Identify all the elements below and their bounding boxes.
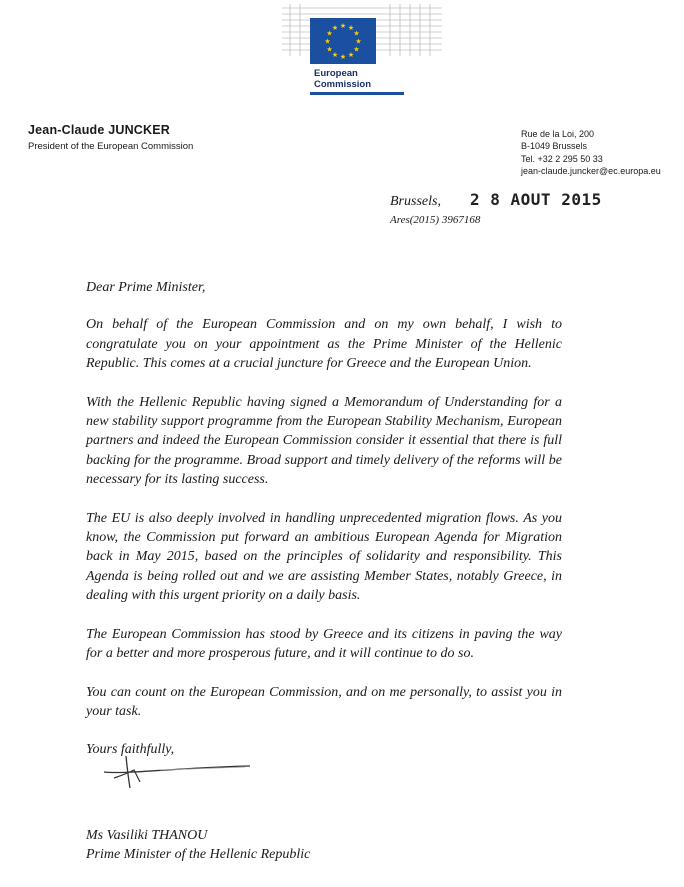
brand-line2: Commission — [314, 79, 372, 90]
sender-title: President of the European Commission — [28, 141, 194, 152]
svg-text:★: ★ — [339, 53, 347, 61]
paragraph-1: On behalf of the European Commission and on my own behalf, I wish to congratulate you on your appointment as the Prime Minister of the Hellenic Republic. This comes at a crucial juncture for Greece and the European Union. — [86, 317, 562, 372]
closing: Yours faithfully, — [86, 742, 175, 758]
svg-text:★: ★ — [331, 24, 339, 32]
brand-name — [314, 68, 371, 90]
paragraph-3: The EU is also deeply involved in handling unprecedented migration flows. As you know, the Commission put forward an ambitious European Agenda for Migration back in May 2015, based on the principles of solidarity and responsibility. This Agenda is being rolled out and we are assisting Member States, notably Greece, in dealing with this urgent priority on a daily basis. — [86, 510, 562, 604]
svg-text:★: ★ — [339, 22, 347, 30]
date-place: Brussels, — [390, 194, 441, 209]
paragraph-2: With the Hellenic Republic having signed a Memorandum of Understanding for a new stability support programme from the European Stability Mechanism, European partners and indeed the European Commission consider it essential that there is full backing for the programme. Broad support and timely delivery of the reforms will be necessary for its lasting success. — [86, 394, 562, 488]
address-phone: Tel. +32 2 295 50 33 — [521, 153, 603, 164]
address-city: B-1049 Brussels — [521, 141, 588, 152]
svg-text:★: ★ — [331, 51, 339, 59]
svg-text:★: ★ — [347, 24, 355, 32]
brand-line1: European — [314, 68, 358, 79]
svg-text:★: ★ — [355, 37, 362, 46]
handwritten-signature — [100, 748, 260, 798]
paragraph-4: The European Commission has stood by Greece and its citizens in paving the way for a better and more prosperous future, and it will continue to do so. — [86, 626, 562, 662]
svg-text:★: ★ — [324, 37, 331, 46]
address-block — [521, 128, 661, 177]
svg-text:★: ★ — [326, 45, 333, 54]
sender-name: Jean-Claude JUNCKER — [28, 123, 171, 137]
address-street: Rue de la Loi, 200 — [521, 129, 595, 139]
recipient-name: Ms Vasiliki THANOU — [86, 828, 208, 843]
recipient-block — [86, 826, 310, 864]
european-commission-logo — [282, 0, 442, 98]
brand-underline — [310, 92, 404, 95]
recipient-title: Prime Minister of the Hellenic Republic — [86, 847, 311, 862]
svg-text:★: ★ — [347, 51, 355, 59]
svg-text:★: ★ — [353, 45, 360, 54]
eu-flag-icon — [310, 18, 376, 64]
svg-text:★: ★ — [353, 29, 360, 38]
svg-text:★: ★ — [326, 29, 333, 38]
date-stamp: 2 8 AOUT 2015 — [470, 190, 602, 209]
paragraph-5: You can count on the European Commission, and on me personally, to assist you in your task. — [86, 684, 562, 719]
document-reference: Ares(2015) 3967168 — [390, 214, 481, 226]
letter-body — [86, 278, 562, 760]
salutation: Dear Prime Minister, — [86, 280, 206, 295]
address-email[interactable]: jean-claude.juncker@ec.europa.eu — [521, 165, 661, 176]
